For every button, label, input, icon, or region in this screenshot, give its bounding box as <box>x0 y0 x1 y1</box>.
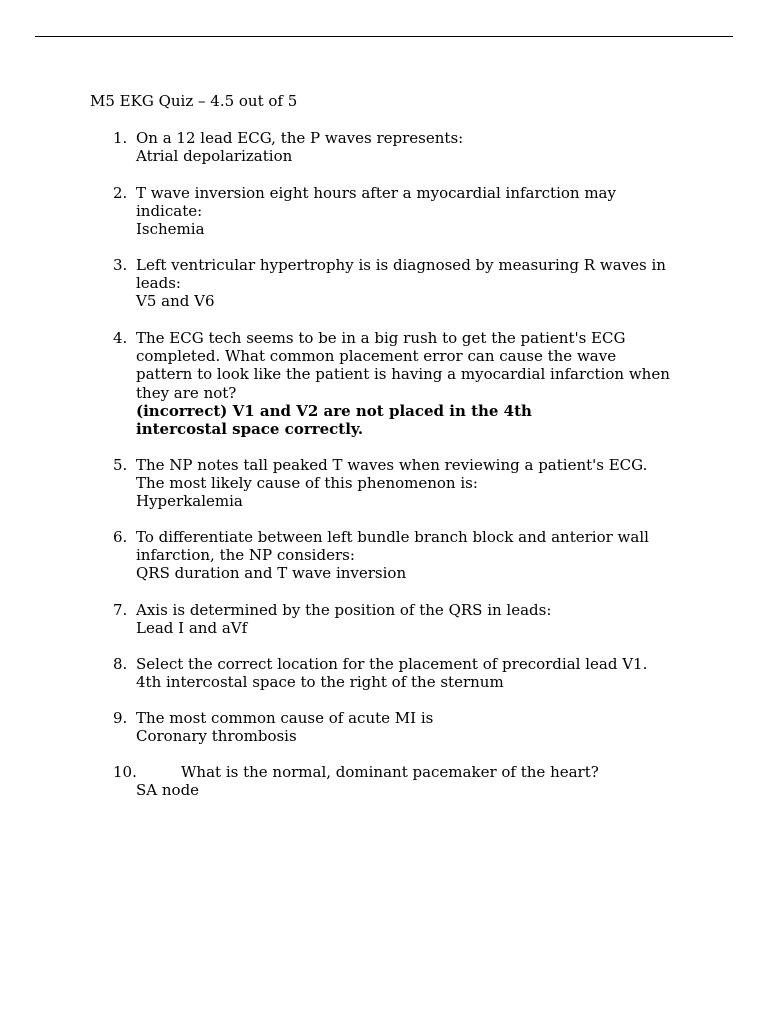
answer-text: Lead I and aVf <box>136 619 248 638</box>
answer-text: Hyperkalemia <box>136 492 243 511</box>
question-text: What is the normal, dominant pacemaker of the heart? <box>181 763 599 781</box>
answer-text: (incorrect) V1 and V2 are not placed in the 4th intercostal space correctly. <box>136 401 532 439</box>
question-item-6 <box>113 528 673 583</box>
question-item-2 <box>113 184 673 239</box>
question-number: 5. <box>113 456 128 474</box>
answer-text: Ischemia <box>136 220 205 239</box>
answer-text: QRS duration and T wave inversion <box>136 564 407 583</box>
question-text: The most common cause of acute MI is <box>136 709 434 727</box>
question-item-10 <box>113 763 673 799</box>
question-number: 10. <box>113 763 137 781</box>
question-text: The NP notes tall peaked T waves when reviewing a patient's ECG. The most likely cause of this phenomenon is: <box>136 456 648 493</box>
answer-text: SA node <box>136 781 200 800</box>
question-text: Select the correct location for the placement of precordial lead V1. <box>136 655 648 673</box>
question-text: To differentiate between left bundle branch block and anterior wall infarction, the NP considers: <box>136 528 649 565</box>
question-text: Left ventricular hypertrophy is is diagnosed by measuring R waves in leads: <box>136 256 666 293</box>
question-text: On a 12 lead ECG, the P waves represents: <box>136 129 464 147</box>
question-number: 8. <box>113 655 128 673</box>
question-number: 3. <box>113 256 128 274</box>
answer-text: V5 and V6 <box>136 292 215 311</box>
question-item-8 <box>113 655 673 691</box>
question-item-4 <box>113 329 673 438</box>
question-item-5 <box>113 456 673 511</box>
question-number: 2. <box>113 184 128 202</box>
question-number: 9. <box>113 709 128 727</box>
question-item-1 <box>113 129 673 165</box>
question-number: 6. <box>113 528 128 546</box>
question-item-9 <box>113 709 673 745</box>
document-title: M5 EKG Quiz – 4.5 out of 5 <box>90 92 298 110</box>
question-item-7 <box>113 601 673 637</box>
question-text: T wave inversion eight hours after a myocardial infarction may indicate: <box>136 184 616 221</box>
question-item-3 <box>113 256 673 311</box>
question-text: Axis is determined by the position of the QRS in leads: <box>136 601 552 619</box>
question-number: 7. <box>113 601 128 619</box>
answer-text: Coronary thrombosis <box>136 727 297 746</box>
question-text: The ECG tech seems to be in a big rush to get the patient's ECG completed. What common placement error can cause the wave pattern to look like the patient is having a myocardial infarction when they are not? <box>136 329 670 402</box>
question-number: 1. <box>113 129 128 147</box>
header-rule <box>35 36 733 37</box>
answer-text: 4th intercostal space to the right of the sternum <box>136 673 504 692</box>
answer-text: Atrial depolarization <box>136 147 293 166</box>
question-number: 4. <box>113 329 128 347</box>
